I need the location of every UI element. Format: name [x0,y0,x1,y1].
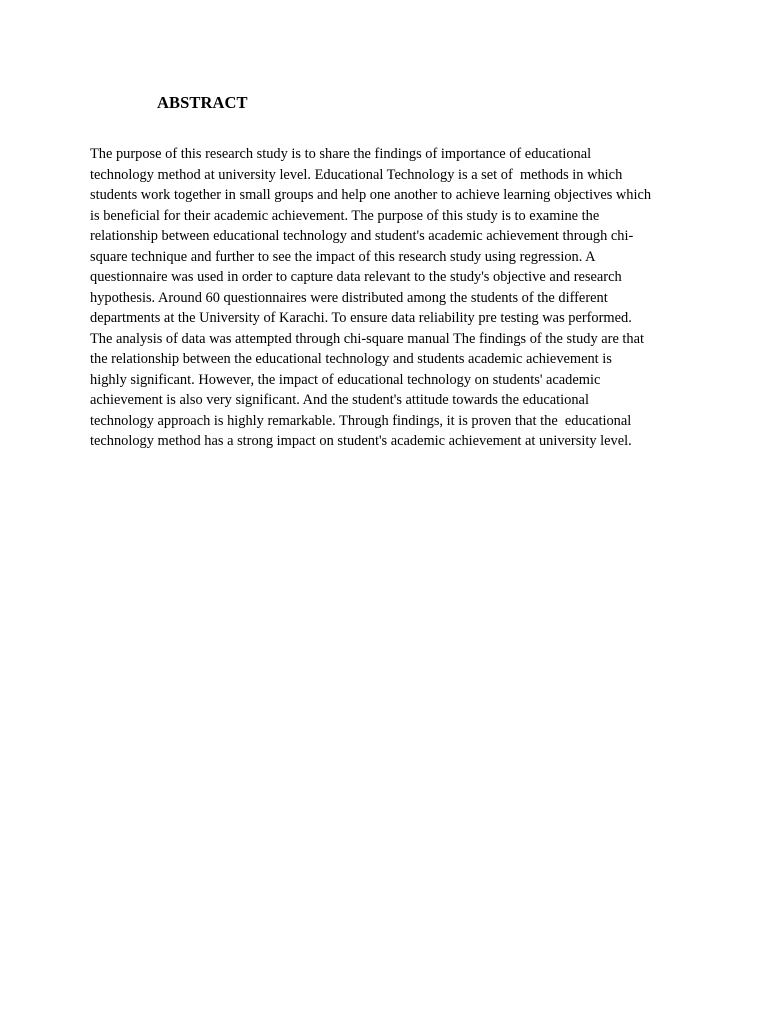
abstract-line: technology method has a strong impact on student's academic achievement at university level. [90,433,632,449]
abstract-line: The purpose of this research study is to share the findings of importance of educational [90,146,592,162]
abstract-line: students work together in small groups and help one another to achieve learning objectives which [90,187,652,203]
abstract-heading: ABSTRACT [157,93,248,112]
abstract-line: The analysis of data was attempted through chi-square manual The findings of the study are that [90,330,645,347]
abstract-line: questionnaire was used in order to capture data relevant to the study's objective and research [90,269,622,285]
abstract-line: technology method at university level. Educational Technology is a set of methods in which [90,166,623,183]
abstract-body [90,144,690,452]
abstract-line: the relationship between the educational technology and students academic achievement is [90,351,612,367]
abstract-line: square technique and further to see the impact of this research study using regression. A [90,248,596,265]
abstract-line: hypothesis. Around 60 questionnaires were distributed among the students of the different [90,289,608,306]
abstract-line: achievement is also very significant. And the student's attitude towards the educational [90,392,589,408]
abstract-line: technology approach is highly remarkable. Through findings, it is proven that the educational [90,412,632,429]
abstract-line: is beneficial for their academic achievement. The purpose of this study is to examine the [90,207,600,224]
abstract-line: relationship between educational technology and student's academic achievement through chi- [90,228,634,244]
abstract-line: departments at the University of Karachi. To ensure data reliability pre testing was performed. [90,310,632,326]
abstract-line: highly significant. However, the impact of educational technology on students' academic [90,371,601,388]
